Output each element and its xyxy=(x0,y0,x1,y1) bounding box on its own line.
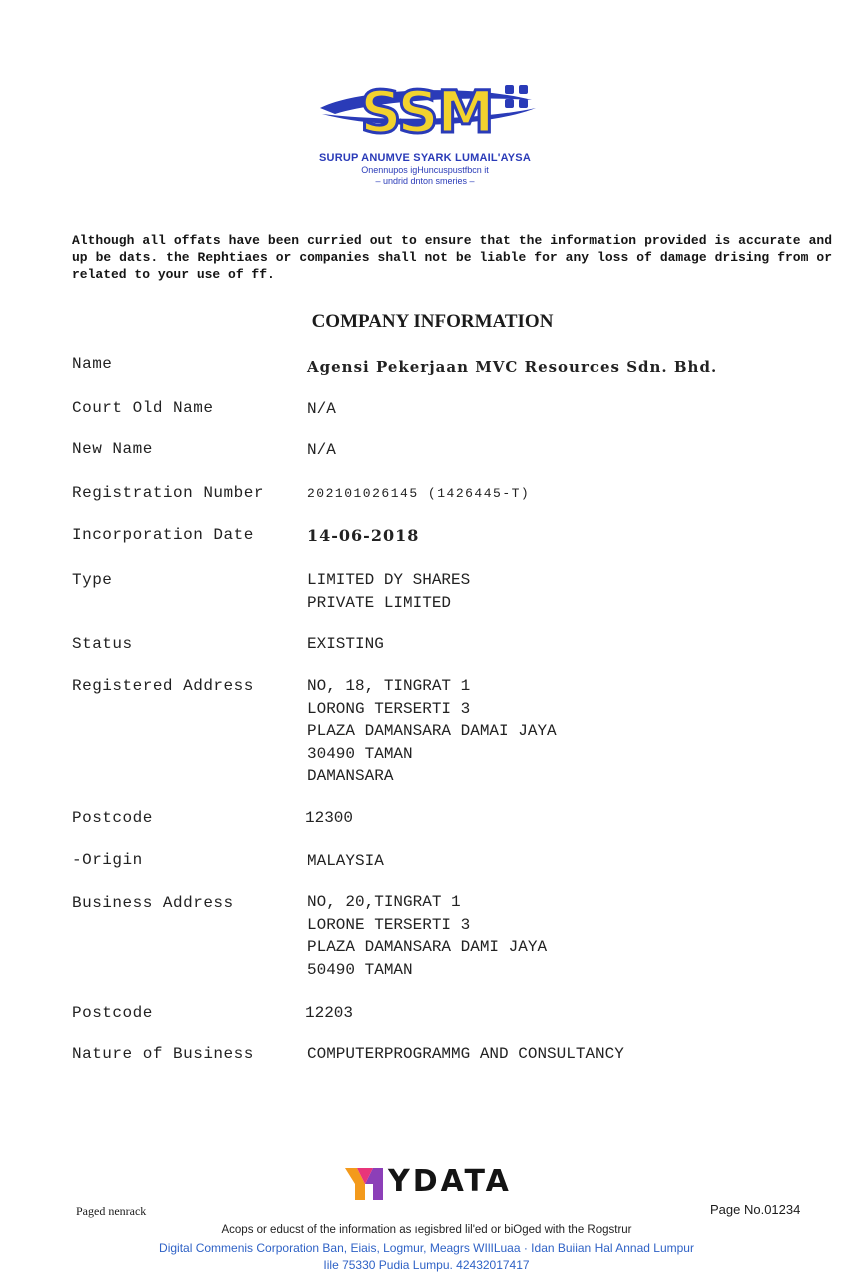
label-postcode: Postcode xyxy=(72,1004,153,1022)
label-origin: -Origin xyxy=(72,851,143,869)
value-origin: MALAYSIA xyxy=(307,852,384,870)
address-line: NO, 18, TINGRAT 1 xyxy=(307,677,471,695)
ssm-logo-text: SSM xyxy=(360,78,493,146)
value-type xyxy=(307,569,470,614)
mydata-logo-text: YDATA xyxy=(388,1164,512,1199)
mydata-logo xyxy=(345,1166,385,1206)
label-type: Type xyxy=(72,571,113,589)
label-registered-address: Registered Address xyxy=(72,677,254,695)
tagline-line-1: SURUP ANUMVE SYARK LUMAIL'AYSA xyxy=(319,152,531,164)
label-postcode: Postcode xyxy=(72,809,153,827)
ssm-tagline xyxy=(300,152,550,186)
ssm-logo xyxy=(300,70,550,150)
tagline-line-2: Onennupos igHuncuspustfbcn it xyxy=(361,165,489,175)
label-new-name: New Name xyxy=(72,440,153,458)
value-court-old-name: N/A xyxy=(307,400,336,418)
label-status: Status xyxy=(72,635,133,653)
address-line: PLAZA DAMANSARA DAMI JAYA xyxy=(307,938,548,956)
value-status: EXISTING xyxy=(307,635,384,653)
address-line: NO, 20,TINGRAT 1 xyxy=(307,893,461,911)
label-registration-number: Registration Number xyxy=(72,484,264,502)
address-line: PLAZA DAMANSARA DAMAI JAYA xyxy=(307,722,557,740)
address-line: DAMANSARA xyxy=(307,767,394,785)
value-business-address xyxy=(307,891,547,981)
footer-line-3: Iile 75330 Pudia Lumpu. 42432017417 xyxy=(323,1258,530,1272)
value-incorporation-date: 14-06-2018 xyxy=(307,526,420,545)
section-title: COMPANY INFORMATION xyxy=(311,311,554,332)
label-name: Name xyxy=(72,355,113,373)
address-line: LORONE TERSERTI 3 xyxy=(307,915,471,934)
address-line: 30490 TAMAN xyxy=(307,744,413,763)
value-registration-number: 202101026145 (1426445-T) xyxy=(307,486,531,501)
address-line: 50490 TAMAN xyxy=(307,960,413,979)
label-business-address: Business Address xyxy=(72,894,234,912)
value-postcode: 12300 xyxy=(305,809,354,827)
value-postcode: 12203 xyxy=(305,1004,354,1022)
value-type-line: PRIVATE LIMITED xyxy=(307,593,452,612)
value-registered-address xyxy=(307,675,557,788)
address-line: LORONG TERSERTI 3 xyxy=(307,699,471,718)
value-nature-of-business: COMPUTERPROGRAMMG AND CONSULTANCY xyxy=(307,1045,624,1063)
footer-line-2: Digital Commenis Corporation Ban, Eiais, Logmur, Meagrs WIlILuaa · Idan Buiian Hal Annad Lumpur xyxy=(159,1241,694,1255)
label-incorporation-date: Incorporation Date xyxy=(72,526,254,544)
value-type-line: LIMITED DY SHARES xyxy=(307,571,471,589)
value-name: Agensi Pekerjaan MVC Resources Sdn. Bhd. xyxy=(307,358,718,376)
page-number: Page No.01234 xyxy=(710,1202,801,1217)
disclaimer-text: Although all offats have been curried out to ensure that the information provided is accurate and up be dats. the Rephtiaes or companies shall not be liable for any loss of damage drising from or related to your use of ff. xyxy=(72,233,832,282)
label-nature-of-business: Nature of Business xyxy=(72,1045,254,1063)
paged-label: Paged nenrack xyxy=(76,1204,147,1218)
footer-line-1: Acops or educst of the information as ıegisbred lil'ed or biOged with the Rogstrur xyxy=(221,1224,632,1236)
value-new-name: N/A xyxy=(307,441,336,459)
label-court-old-name: Court Old Name xyxy=(72,399,214,417)
tagline-line-3: – undrid dnton smeries – xyxy=(375,176,475,186)
